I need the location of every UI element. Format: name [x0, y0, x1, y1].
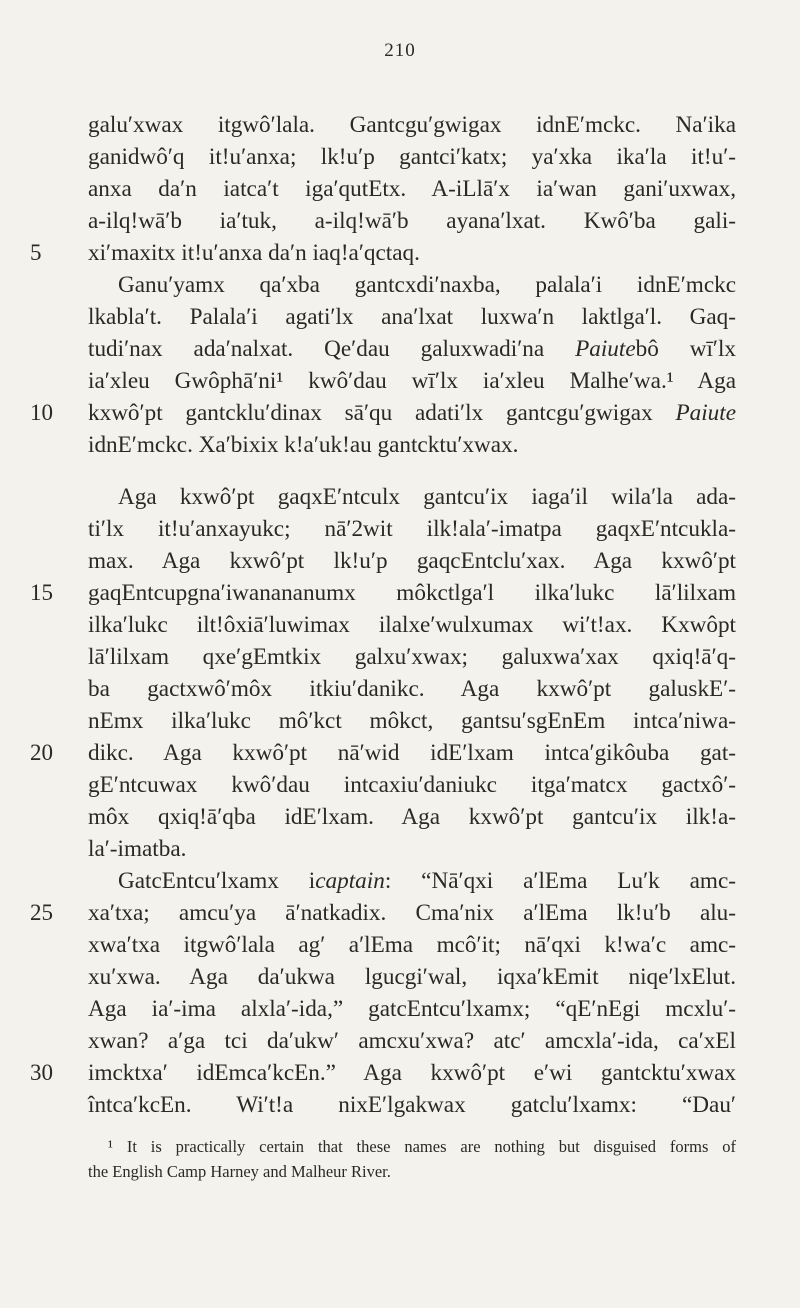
line-number-25: 25 — [30, 900, 53, 925]
text-line-24-a: GatcEntcu′lxamx i — [118, 868, 316, 894]
footnote-line-1: ¹ It is practically certain that these names are nothing but disguised forms of — [108, 1137, 736, 1156]
text-line-18: ba gactxwô′môx itkiu′danikc. Aga kxwô′pt galuskE′- — [88, 676, 736, 702]
text-line-24 — [118, 865, 736, 897]
text-line-23: la′-imatba. — [88, 836, 187, 862]
text-line-10-a: kxwô′pt gantcklu′dinax sā′qu adati′lx gantcgu′gwigax — [88, 400, 676, 426]
text-line-24-b: : “Nā′qxi a′lEma Lu′k amc- — [384, 868, 736, 894]
text-line-29: xwan? a′ga tci da′ukw′ amcxu′xwa? atc′ amcxla′-ida, ca′xEl — [88, 1028, 736, 1054]
text-line-5: xi′maxitx it!u′anxa da′n iaq!a′qctaq. — [88, 240, 420, 266]
text-line-22: môx qxiq!ā′qba idE′lxam. Aga kxwô′pt gantcu′ix ilk!a- — [88, 804, 736, 830]
text-line-16: ilka′lukc ilt!ôxiā′luwimax ilalxe′wulxumax wi′t!ax. Kxwôpt — [88, 612, 736, 638]
captain-word: captain — [315, 868, 385, 894]
page-number: 210 — [384, 40, 416, 61]
text-line-21: gE′ntcuwax kwô′dau intcaxiu′daniukc itga′matcx gactxô′- — [88, 772, 736, 798]
line-number-15: 15 — [30, 580, 53, 605]
line-number-10: 10 — [30, 400, 53, 425]
line-number-20: 20 — [30, 740, 53, 765]
line-number-5: 5 — [30, 240, 42, 265]
text-line-25: xa′txa; amcu′ya ā′natkadix. Cma′nix a′lEma lk!u′b alu- — [88, 900, 736, 926]
text-line-13: ti′lx it!u′anxayukc; nā′2wit ilk!ala′-imatpa gaqxE′ntcukla- — [88, 516, 736, 542]
text-line-27: xu′xwa. Aga da′ukwa lgucgi′wal, iqxa′kEmit niqe′lxElut. — [88, 964, 736, 990]
text-line-9: ia′xleu Gwôphā′ni¹ kwô′dau wī′lx ia′xleu Malhe′wa.¹ Aga — [88, 368, 736, 394]
text-line-31: întca′kcEn. Wi′t!a nixE′lgakwax gatclu′lxamx: “Dau′ — [88, 1092, 736, 1118]
text-line-20: dikc. Aga kxwô′pt nā′wid idE′lxam intca′gikôuba gat- — [88, 740, 736, 766]
footnote-line-2: the English Camp Harney and Malheur River. — [88, 1162, 391, 1181]
paiute-word-2: Paiute — [675, 400, 736, 426]
text-line-30: imcktxa′ idEmca′kcEn.” Aga kxwô′pt e′wi gantcktu′xwax — [88, 1060, 736, 1086]
text-line-11: idnE′mckc. Xa′bixix k!a′uk!au gantcktu′xwax. — [88, 432, 519, 458]
text-line-15: gaqEntcupgna′iwanananumx môkctlga′l ilka′lukc lā′lilxam — [88, 580, 736, 606]
text-line-6: Ganu′yamx qa′xba gantcxdi′naxba, palala′i idnE′mckc — [118, 272, 736, 298]
text-line-10 — [88, 397, 736, 429]
text-line-3: anxa da′n iatca′t iga′qutEtx. A-iLlā′x ia′wan gani′uxwax, — [88, 176, 736, 202]
text-line-17: lā′lilxam qxe′gEmtkix galxu′xwax; galuxwa′xax qxiq!ā′q- — [88, 644, 736, 670]
text-line-8-b: bô wī′lx — [635, 336, 736, 362]
text-line-14: max. Aga kxwô′pt lk!u′p gaqcEntclu′xax. Aga kxwô′pt — [88, 548, 736, 574]
text-line-2: ganidwô′q it!u′anxa; lk!u′p gantci′katx; ya′xka ika′la it!u′- — [88, 144, 736, 170]
text-line-7: lkabla′t. Palala′i agati′lx ana′lxat luxwa′n laktlga′l. Gaq- — [88, 304, 736, 330]
text-line-26: xwa′txa itgwô′lala ag′ a′lEma mcô′it; nā′qxi k!wa′c amc- — [88, 932, 736, 958]
text-line-8-a: tudi′nax ada′nalxat. Qe′dau galuxwadi′na — [88, 336, 576, 362]
text-line-8 — [88, 333, 736, 365]
paiute-word: Paiute — [575, 336, 636, 362]
line-number-30: 30 — [30, 1060, 53, 1085]
text-line-4: a-ilq!wā′b ia′tuk, a-ilq!wā′b ayana′lxat. Kwô′ba gali- — [88, 208, 736, 234]
text-line-28: Aga ia′-ima alxla′-ida,” gatcEntcu′lxamx; “qE′nEgi mcxlu′- — [88, 996, 736, 1022]
text-line-12: Aga kxwô′pt gaqxE′ntculx gantcu′ix iaga′il wila′la ada- — [118, 484, 736, 510]
text-line-1: galu′xwax itgwô′lala. Gantcgu′gwigax idnE′mckc. Na′ika — [88, 112, 736, 138]
text-line-19: nEmx ilka′lukc mô′kct môkct, gantsu′sgEnEm intca′niwa- — [88, 708, 736, 734]
